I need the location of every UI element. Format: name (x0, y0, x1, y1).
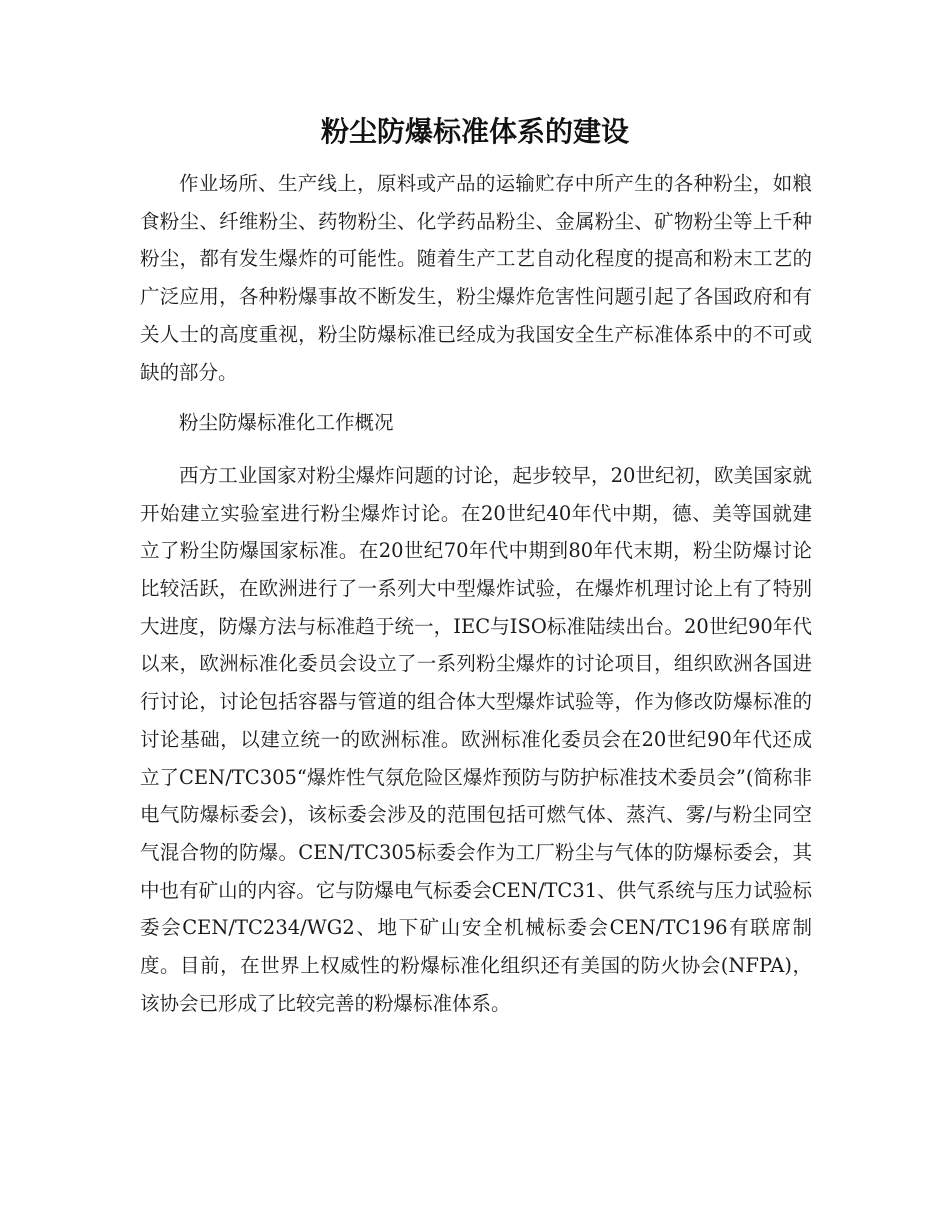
section-heading: 粉尘防爆标准化工作概况 (179, 411, 394, 435)
document-title: 粉尘防爆标准体系的建设 (320, 115, 629, 148)
body-paragraph-intro: 作业场所、生产线上，原料或产品的运输贮存中所产生的各种粉尘，如粮食粉尘、纤维粉尘、药物粉尘、化学药品粉尘、金属粉尘、矿物粉尘等上千种粉尘，都有发生爆炸的可能性。随着生产工艺自动化程度的提高和粉末工艺的广泛应用，各种粉爆事故不断发生，粉尘爆炸危害性问题引起了各国政府和有关人士的高度重视，粉尘防爆标准已经成为我国安全生产标准体系中的不可或缺的部分。 (140, 172, 812, 384)
document-body (140, 165, 812, 1022)
body-paragraph-overview: 西方工业国家对粉尘爆炸问题的讨论，起步较早，20世纪初，欧美国家就开始建立实验室进行粉尘爆炸讨论。在20世纪40年代中期，德、美等国就建立了粉尘防爆国家标准。在20世纪70年代中期到80年代末期，粉尘防爆讨论比较活跃，在欧洲进行了一系列大中型爆炸试验，在爆炸机理讨论上有了特别大进度，防爆方法与标准趋于统一，IEC与ISO标准陆续出台。20世纪90年代以来，欧洲标准化委员会设立了一系列粉尘爆炸的讨论项目，组织欧洲各国进行讨论，讨论包括容器与管道的组合体大型爆炸试验等，作为修改防爆标准的讨论基础，以建立统一的欧洲标准。欧洲标准化委员会在20世纪90年代还成立了CEN/TC305“爆炸性气氛危险区爆炸预防与防护标准技术委员会”(简称非电气防爆标委会)，该标委会涉及的范围包括可燃气体、蒸汽、雾/与粉尘同空气混合物的防爆。CEN/TC305标委会作为工厂粉尘与气体的防爆标委会，其中也有矿山的内容。它与防爆电气标委会CEN/TC31、供气系统与压力试验标委会CEN/TC234/WG2、地下矿山安全机械标委会CEN/TC196有联席制度。目前，在世界上权威性的粉爆标准化组织还有美国的防火协会(NFPA)，该协会已形成了比较完善的粉爆标准体系。 (140, 463, 812, 1015)
